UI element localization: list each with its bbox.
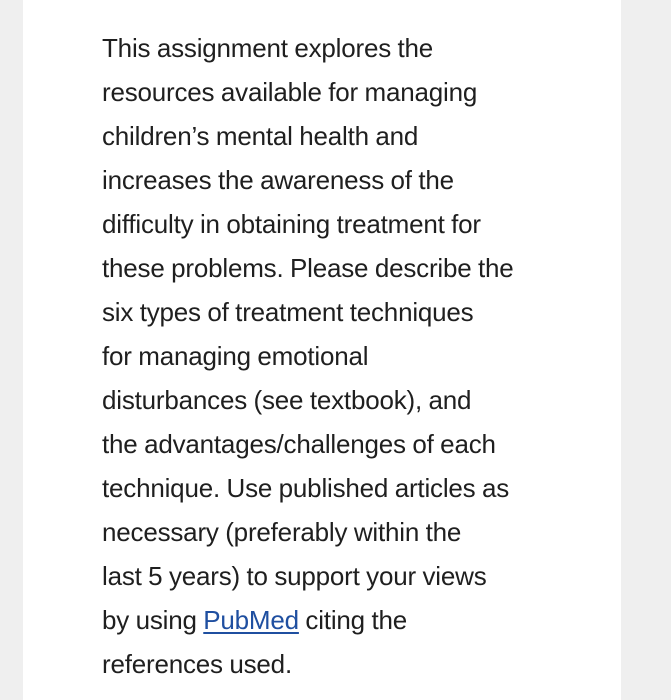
text-line: these problems. Please describe the [102, 253, 514, 283]
link-line [102, 598, 584, 642]
text-line: children’s mental health and [102, 121, 419, 151]
text-line: increases the awareness of the [102, 165, 454, 195]
link-line-suffix: citing the [298, 605, 407, 635]
text-line: necessary (preferably within the [102, 517, 462, 547]
text-line: six types of treatment techniques [102, 297, 474, 327]
text-line: This assignment explores the [102, 33, 434, 63]
text-line: last 5 years) to support your views [102, 561, 487, 591]
text-line: technique. Use published articles as [102, 473, 510, 503]
text-line: for managing emotional [102, 341, 369, 371]
text-line: difficulty in obtaining treatment for [102, 209, 481, 239]
pubmed-link[interactable]: PubMed [203, 605, 299, 635]
text-line: the advantages/challenges of each [102, 429, 496, 459]
assignment-text [102, 26, 584, 686]
document-page [23, 0, 621, 700]
text-line: references used. [102, 649, 292, 679]
text-line: disturbances (see textbook), and [102, 385, 472, 415]
link-line-prefix: by using [102, 605, 204, 635]
text-line: resources available for managing [102, 77, 478, 107]
